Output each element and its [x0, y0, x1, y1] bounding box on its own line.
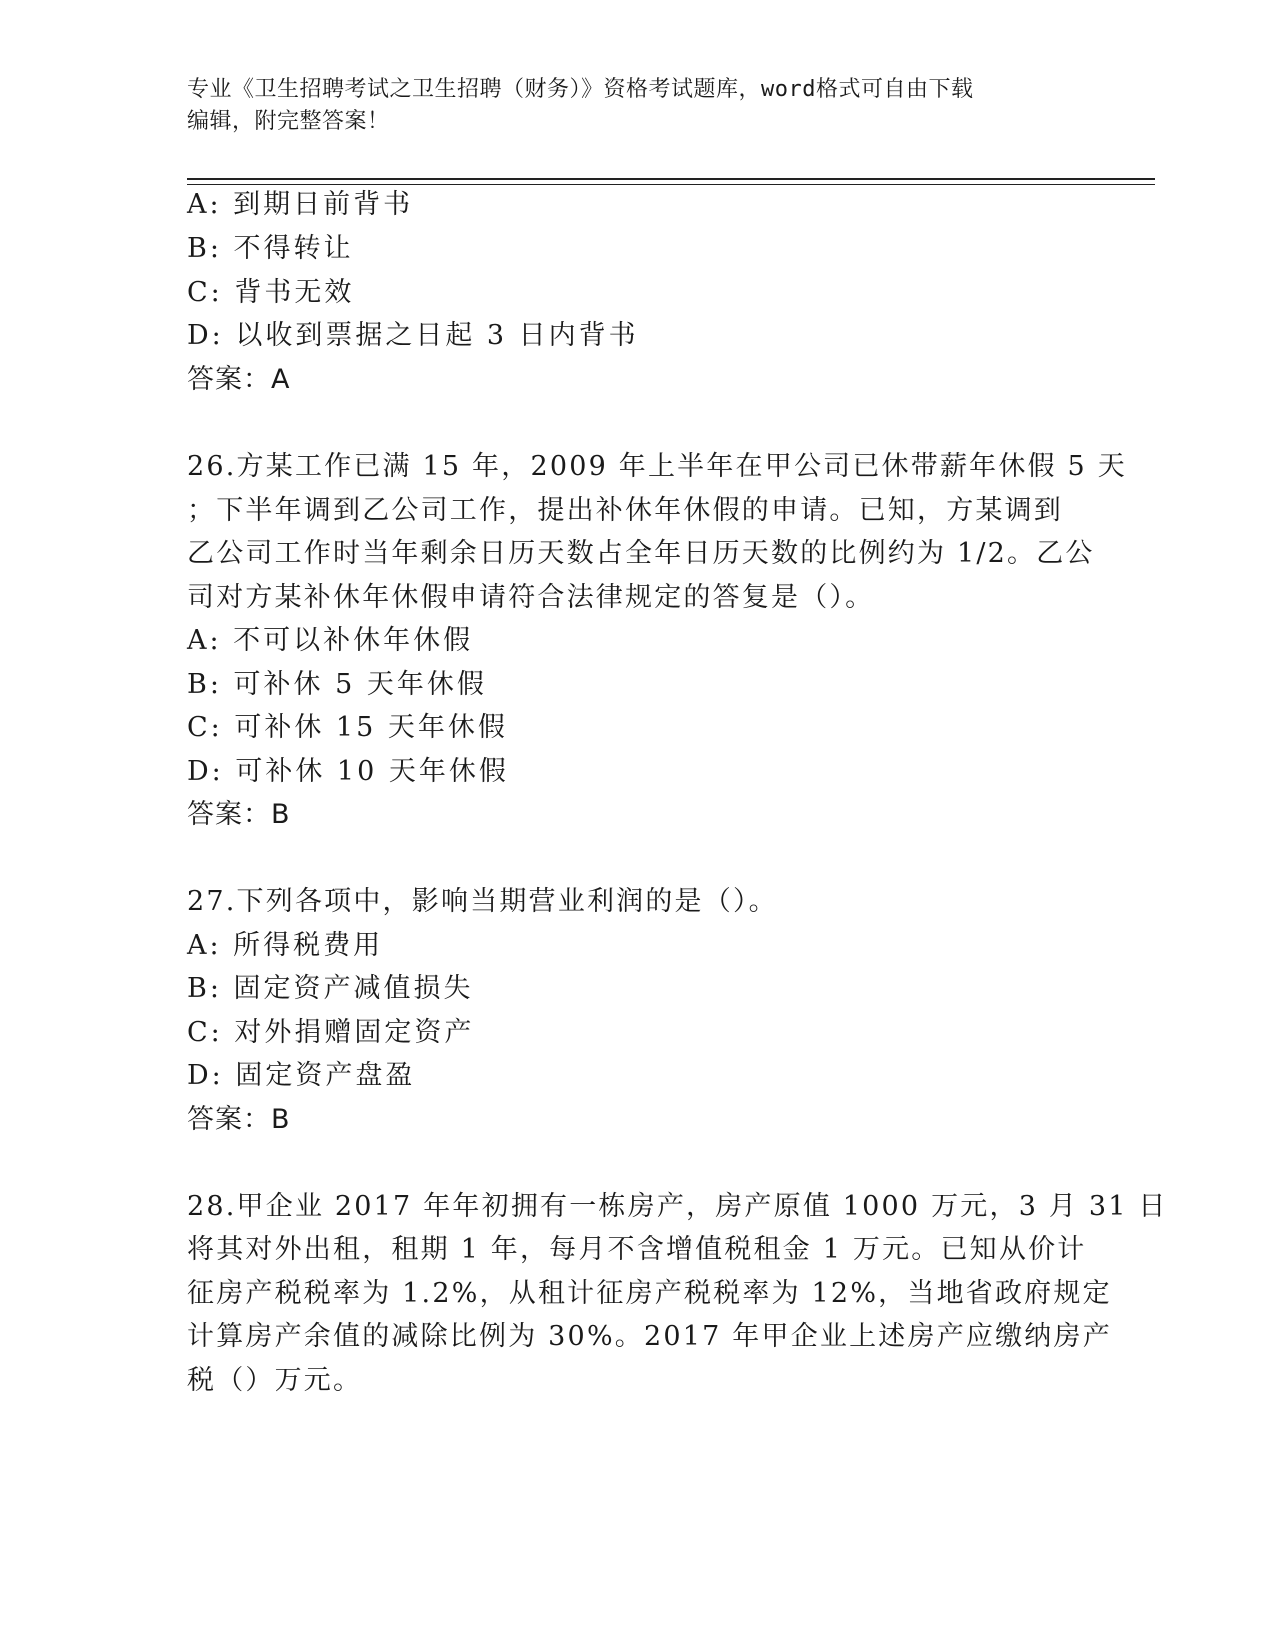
header-divider-thin	[187, 184, 1155, 185]
document-header	[187, 74, 1087, 138]
q25-option-a: A: 到期日前背书	[187, 189, 414, 220]
q27-option-a: A: 所得税费用	[187, 930, 384, 961]
q27-option-b: B: 固定资产减值损失	[187, 973, 474, 1004]
q25-option-d: D: 以收到票据之日起 3 日内背书	[187, 320, 639, 351]
q28-stem-line-5: 税（）万元。	[187, 1365, 363, 1396]
q27-stem-line-1: 27.下列各项中，影响当期营业利润的是（）。	[187, 886, 778, 917]
header-line-1: 专业《卫生招聘考试之卫生招聘（财务）》资格考试题库，word格式可自由下载	[187, 77, 974, 102]
q27-option-d: D: 固定资产盘盈	[187, 1060, 416, 1091]
q26-option-b: B: 可补休 5 天年休假	[187, 669, 487, 700]
q26-option-a: A: 不可以补休年休假	[187, 625, 474, 656]
q26-option-c: C: 可补休 15 天年休假	[187, 712, 508, 743]
q26-stem-line-1: 26.方某工作已满 15 年，2009 年上半年在甲公司已休带薪年休假 5 天	[187, 451, 1127, 482]
q26-option-d: D: 可补休 10 天年休假	[187, 756, 509, 787]
q27-answer: 答案：B	[187, 1104, 291, 1135]
q28-stem-line-3: 征房产税税率为 1.2%，从租计征房产税税率为 12%，当地省政府规定	[187, 1278, 1112, 1309]
q26-stem-line-2: ；下半年调到乙公司工作，提出补休年休假的申请。已知，方某调到	[187, 495, 1063, 526]
q25-option-c: C: 背书无效	[187, 277, 355, 308]
q28-stem-line-1: 28.甲企业 2017 年年初拥有一栋房产，房产原值 1000 万元，3 月 31 日	[187, 1191, 1168, 1222]
q25-option-b: B: 不得转让	[187, 233, 354, 264]
header-line-2: 编辑，附完整答案！	[187, 109, 390, 134]
q26-stem-line-3: 乙公司工作时当年剩余日历天数占全年日历天数的比例约为 1/2。乙公	[187, 538, 1095, 569]
q27-option-c: C: 对外捐赠固定资产	[187, 1017, 475, 1048]
q28-stem-line-4: 计算房产余值的减除比例为 30%。2017 年甲企业上述房产应缴纳房产	[187, 1321, 1112, 1352]
q25-answer: 答案：A	[187, 364, 291, 395]
q26-stem-line-4: 司对方某补休年休假申请符合法律规定的答复是（）。	[187, 582, 875, 613]
q26-answer: 答案：B	[187, 799, 291, 830]
header-divider-thick	[187, 178, 1155, 180]
q28-stem-line-2: 将其对外出租，租期 1 年，每月不含增值税租金 1 万元。已知从价计	[187, 1234, 1087, 1265]
